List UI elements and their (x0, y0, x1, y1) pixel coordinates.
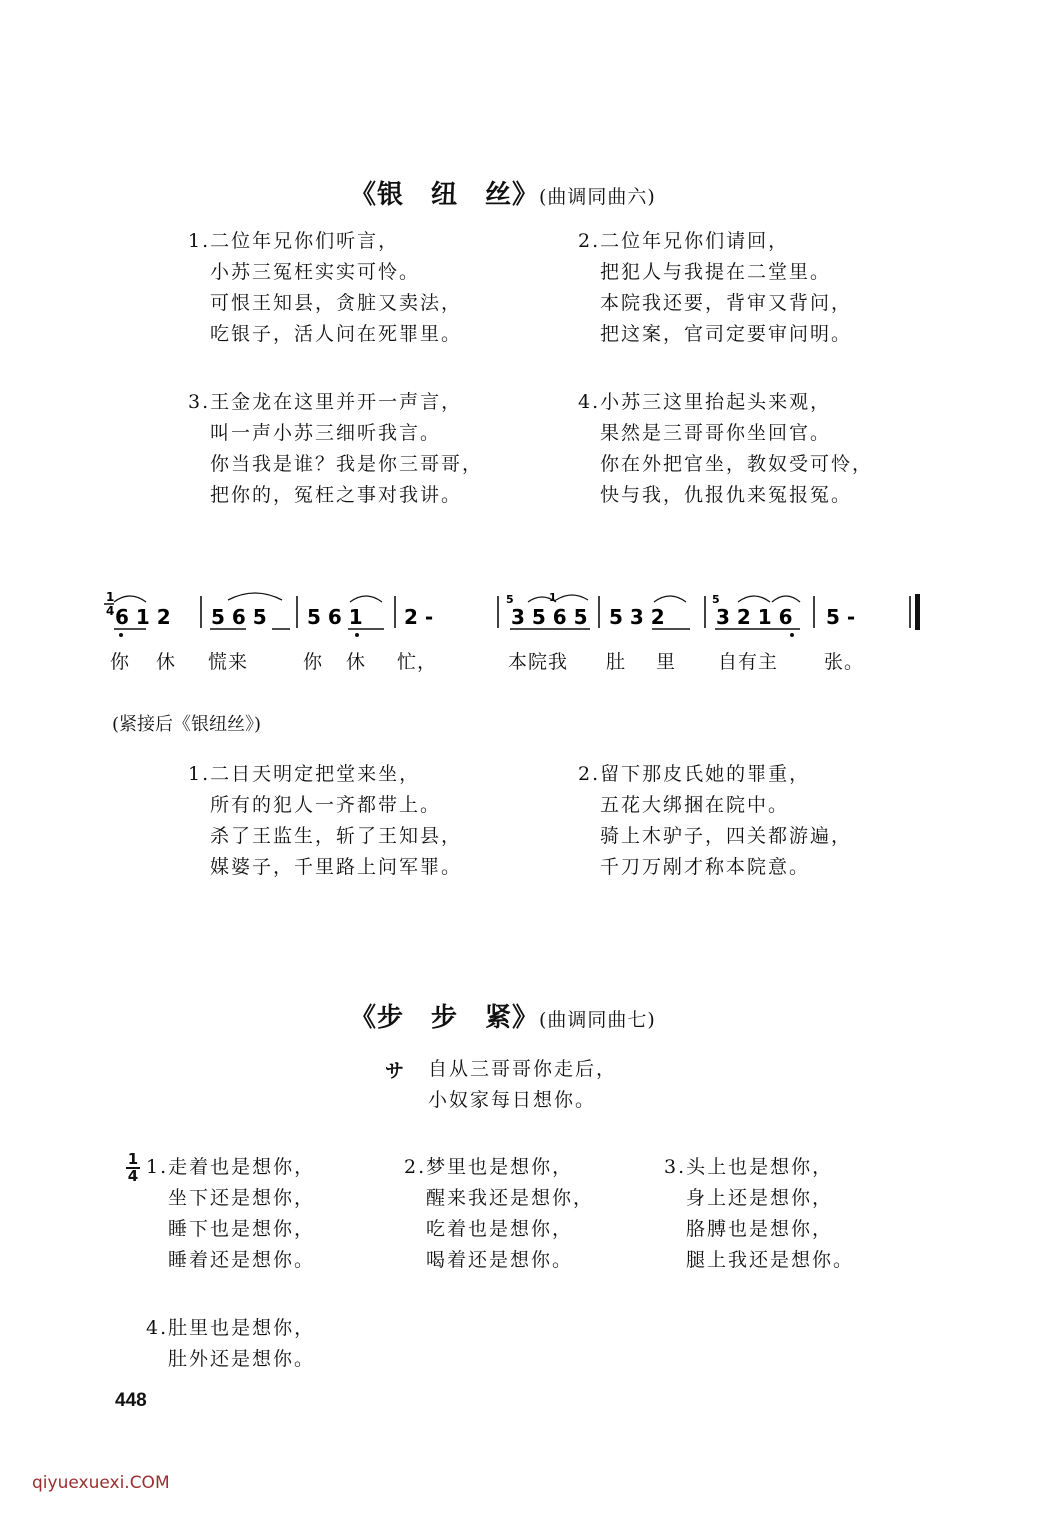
verse-line: 4.肚里也是想你， (146, 1317, 316, 1339)
score-measure: 5 6 1 (307, 605, 363, 629)
verse-line: 千刀万剐才称本院意。 (600, 856, 811, 878)
grace-note: 5 (506, 593, 514, 606)
score-lyric: 休 (156, 651, 177, 673)
verse-line: 2.二位年兄你们请回， (578, 230, 790, 252)
verse-line: 3.头上也是想你， (664, 1156, 834, 1178)
verse-line: 媒婆子，千里路上问军罪。 (210, 856, 463, 878)
verse-block (578, 226, 852, 350)
score-lyric: 肚 (606, 651, 627, 673)
score-measure: 3 2 1 6 (716, 605, 793, 629)
verse-line: 可恨王知县，贪脏又卖法， (210, 292, 463, 314)
score-meter-bottom: 4 (106, 604, 115, 618)
verse-block (188, 387, 483, 511)
final-barline (915, 594, 920, 630)
score-meter-top: 1 (106, 590, 115, 604)
verse-block (578, 759, 852, 883)
verse-line: 本院我还要，背审又背问， (600, 292, 853, 314)
verse-line: 吃着也是想你， (426, 1218, 574, 1240)
verse-line: 自从三哥哥你走后， (428, 1058, 618, 1080)
score-lyric: 你 (110, 651, 131, 673)
verse-line: 杀了王监生，斩了王知县， (210, 825, 463, 847)
section3-title (350, 997, 656, 1034)
verse-line: 你当我是谁？我是你三哥哥， (210, 453, 484, 475)
verse-line: 把犯人与我提在二堂里。 (600, 261, 832, 283)
meter-top: 1 (127, 1150, 139, 1168)
verse-line: 肚外还是想你。 (168, 1348, 316, 1370)
verse-line: 你在外把官坐，教奴受可怜， (600, 453, 874, 475)
section2-intro: (紧接后《银纽丝》) (112, 714, 262, 735)
verse-block (578, 387, 873, 511)
verse-line: 所有的犯人一齐都带上。 (210, 794, 442, 816)
verse-line: 1.二位年兄你们听言， (188, 230, 400, 252)
verse-line: 吃银子，活人问在死罪里。 (210, 323, 463, 345)
verse-line: 1.走着也是想你， (146, 1156, 316, 1178)
score-measure: 5 6 5 (211, 605, 267, 629)
verse-line: 腿上我还是想你。 (686, 1249, 855, 1271)
verse-line: 小奴家每日想你。 (428, 1089, 597, 1111)
verse-block (404, 1152, 594, 1276)
score-lyric: 忙， (397, 651, 438, 673)
section1-title-note: (曲调同曲六) (539, 186, 656, 208)
score-lyric: 休 (346, 651, 367, 673)
verse-block (188, 759, 462, 883)
verse-block (188, 226, 462, 350)
score-measure: 5 - (826, 605, 856, 629)
score-lyric: 张。 (824, 651, 865, 673)
verse-line: 1.二日天明定把堂来坐， (188, 763, 421, 785)
verse-block (146, 1152, 315, 1276)
verse-line: 喝着还是想你。 (426, 1249, 574, 1271)
verse-line: 把这案，官司定要审问明。 (600, 323, 853, 345)
score-lyric: 本院我 (508, 651, 569, 673)
verse-line: 把你的，冤枉之事对我讲。 (210, 484, 463, 506)
meter-bottom: 4 (127, 1167, 139, 1185)
verse-line: 2.留下那皮氏她的罪重， (578, 763, 811, 785)
verse-line: 睡着还是想你。 (168, 1249, 316, 1271)
score-lyric: 你 (303, 651, 324, 673)
jianpu-score (0, 588, 1064, 648)
verse-line: 睡下也是想你， (168, 1218, 316, 1240)
verse-line: 果然是三哥哥你坐回官。 (600, 422, 832, 444)
verse-block (428, 1054, 617, 1116)
verse-line: 身上还是想你， (686, 1187, 834, 1209)
score-octave-dots (119, 633, 794, 637)
score-measure: 6 1 2 (115, 605, 171, 629)
verse-line: 2.梦里也是想你， (404, 1156, 574, 1178)
verse-line: 小苏三冤枉实实可怜。 (210, 261, 421, 283)
score-lyric: 自有主 (718, 651, 779, 673)
page-number: 448 (115, 1390, 147, 1411)
grace-note: 5 (712, 593, 720, 606)
watermark-text: qiyuexuexi.COM (32, 1473, 170, 1493)
section3-meter (126, 1152, 140, 1184)
section1-title (350, 174, 656, 211)
verse-line: 骑上木驴子，四关都游遍， (600, 825, 853, 847)
score-measure: 2 - (404, 605, 434, 629)
verse-line: 快与我，仇报仇来冤报冤。 (600, 484, 853, 506)
section1-title-text: 《银 纽 丝》 (350, 180, 540, 210)
verse-line: 胳膊也是想你， (686, 1218, 834, 1240)
score-measure: 3 5 6 5 (511, 605, 588, 629)
verse-line: 3.王金龙在这里并开一声言， (188, 391, 463, 413)
score-measure: 5 3 2 (609, 605, 665, 629)
verse-line: 叫一声小苏三细听我言。 (210, 422, 442, 444)
score-slurs (114, 593, 800, 602)
verse-line: 五花大绑捆在院中。 (600, 794, 790, 816)
grace-note: 1 (549, 591, 557, 604)
score-lyric: 慌来 (208, 651, 249, 673)
verse-line: 醒来我还是想你， (426, 1187, 595, 1209)
verse-block (146, 1313, 315, 1375)
section3-title-text: 《步 步 紧》 (350, 1003, 540, 1033)
verse-line: 4.小苏三这里抬起头来观， (578, 391, 832, 413)
score-lyric: 里 (656, 651, 677, 673)
verse-block (664, 1152, 854, 1276)
verse-line: 坐下还是想你， (168, 1187, 316, 1209)
section3-title-note: (曲调同曲七) (539, 1009, 656, 1031)
sanban-mark: サ (385, 1060, 407, 1082)
